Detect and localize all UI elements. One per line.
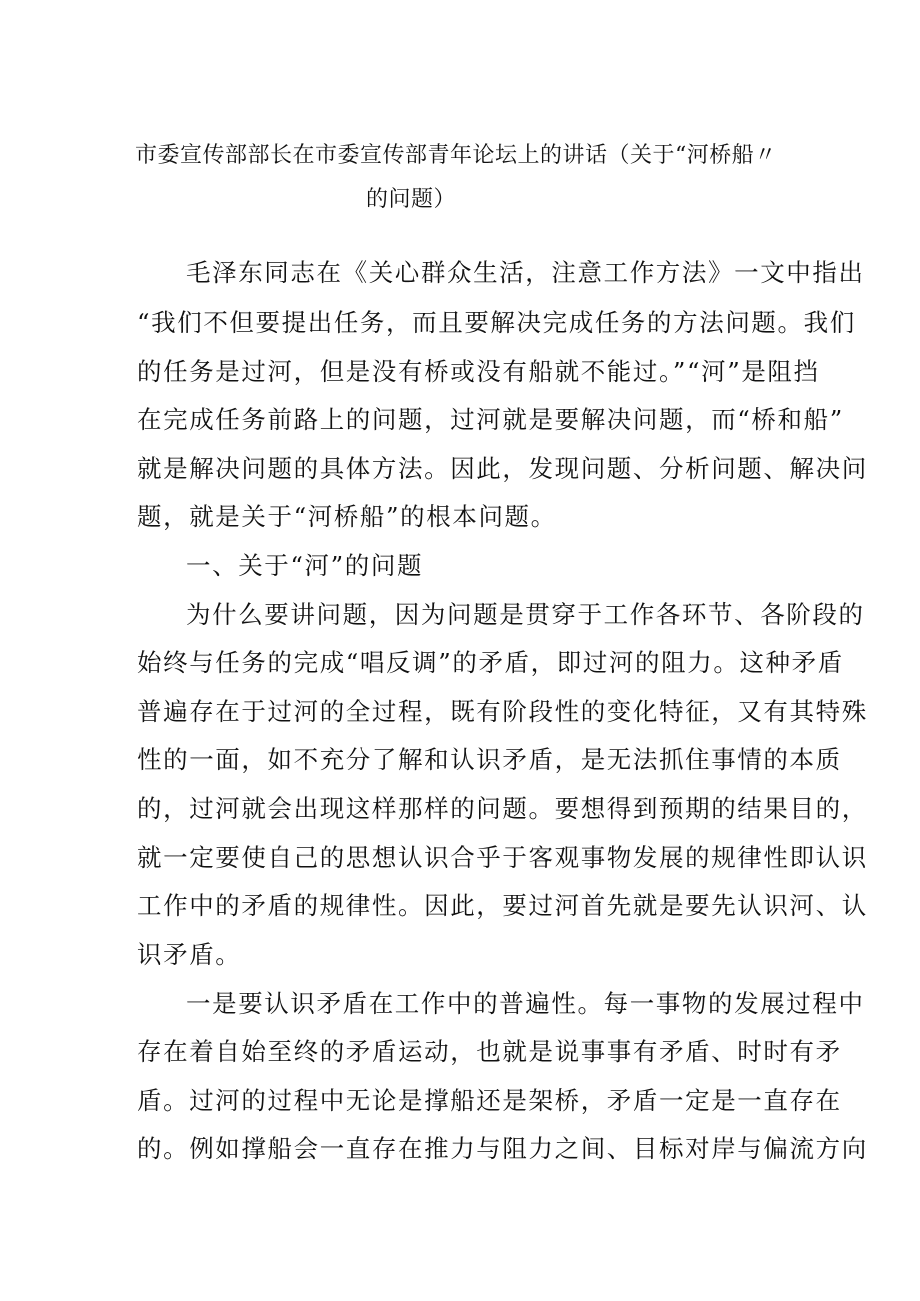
document-title-line-1: 市委宣传部部长在市委宣传部青年论坛上的讲话（关于“河桥船〃 <box>135 143 777 168</box>
paragraph-line: 普遍存在于过河的全过程，既有阶段性的变化特征，又有其特殊 <box>137 697 868 726</box>
paragraph-line: 为什么要讲问题，因为问题是贯穿于工作各环节、各阶段的 <box>186 600 865 629</box>
paragraph-line: 在完成任务前路上的问题，过河就是要解决问题，而“桥和船” <box>137 405 844 434</box>
paragraph-line: 的，过河就会出现这样那样的问题。要想得到预期的结果目的， <box>137 794 868 823</box>
paragraph-line: 始终与任务的完成“唱反调”的矛盾，即过河的阻力。这种矛盾 <box>137 648 844 677</box>
paragraph-line: 就是解决问题的具体方法。因此，发现问题、分析问题、解决问 <box>137 454 868 483</box>
paragraph-line: 一是要认识矛盾在工作中的普遍性。每一事物的发展过程中 <box>186 989 865 1018</box>
paragraph-line: 工作中的矛盾的规律性。因此，要过河首先就是要先认识河、认 <box>137 891 868 920</box>
paragraph-line: 毛泽东同志在《关心群众生活，注意工作方法》一文中指出 <box>186 258 865 287</box>
section-heading: 一、关于“河”的问题 <box>186 551 424 580</box>
paragraph-line: 题，就是关于“河桥船”的根本问题。 <box>137 502 557 531</box>
paragraph-line: 存在着自始至终的矛盾运动，也就是说事事有矛盾、时时有矛 <box>137 1037 842 1066</box>
paragraph-line: 识矛盾。 <box>137 940 242 969</box>
paragraph-line: 性的一面，如不充分了解和认识矛盾，是无法抓住事情的本质 <box>137 745 842 774</box>
paragraph-line: 的任务是过河，但是没有桥或没有船就不能过。”“河”是阻挡 <box>137 357 820 386</box>
paragraph-line: 盾。过河的过程中无论是撑船还是架桥，矛盾一定是一直存在 <box>137 1086 842 1115</box>
paragraph-line: “我们不但要提出任务，而且要解决完成任务的方法问题。我们 <box>137 308 856 337</box>
paragraph-line: 的。例如撑船会一直存在推力与阻力之间、目标对岸与偏流方向 <box>137 1134 868 1163</box>
document-title-line-2: 的问题） <box>366 187 457 212</box>
paragraph-line: 就一定要使自己的思想认识合乎于客观事物发展的规律性即认识 <box>137 843 868 872</box>
